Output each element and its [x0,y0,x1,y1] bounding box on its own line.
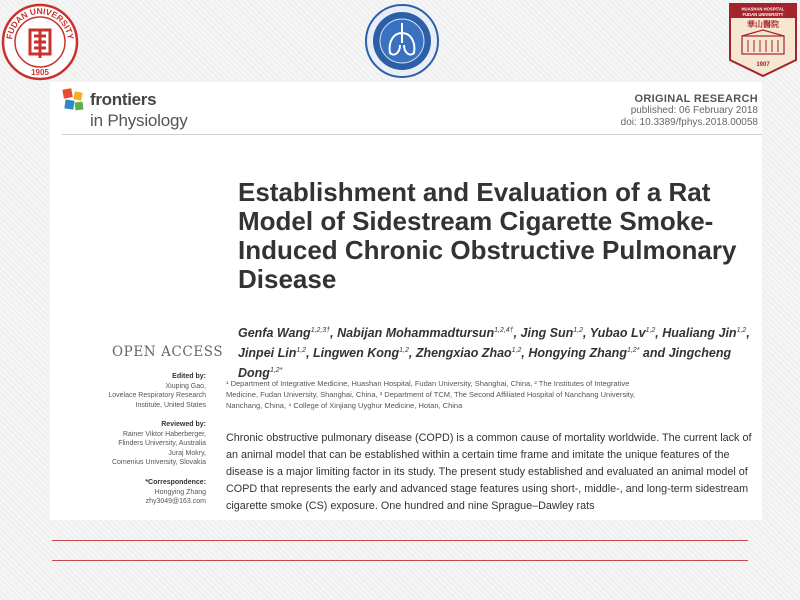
article-meta [538,93,758,129]
author-list: Genfa Wang$^{1,2,3\dagger}$, Nabijan Mohammadtursun$^{1,2,4\dagger}$, Jing Sun$^{1,2}$, Yubao Lv$^{1,2}$, Hualiang Jin$^{1,2}$, Jinpei Lin$^{1,2}$, Lingwen Kong$^{1,2}$, Zhengxiao Zhao$^{1,2}$, Hongying Zhang$^{1,2*}$ and Jingcheng Dong$^{1,2*}$ [238,326,750,381]
open-access-label: OPEN ACCESS [112,344,224,360]
correspondence-block [90,478,206,507]
abstract-text: Chronic obstructive pulmonary disease (COPD) is a common cause of mortality worldwide. The current lack of an animal model that can be established within a certain time frame and imitate the unique features of the disease is a major limiting factor in its study. The present study established and evaluated an animal model of COPD that represents the early and advanced stage features using short-, middle-, and long-term sidestream cigarette smoke (CS) exposure. One hundred and nine Sprague–Dawley rats [226,432,752,512]
huashan-logo-chinese: 華山醫院 [747,20,779,29]
paper-title: Establishment and Evaluation of a Rat Model of Sidestream Cigarette Smoke-Induced Chronic Obstructive Pulmonary Disease [238,177,737,294]
edited-by-line: Institute, United States [135,401,206,409]
fudan-logo-year: 1905 [31,68,49,77]
author-affiliation-marker: 1,2 [736,327,747,334]
reviewed-by-line: Juraj Mokry, [168,449,206,457]
svg-text:FUDAN UNIVERSITY: FUDAN UNIVERSITY [742,12,784,17]
footer-rule-bottom [52,560,748,561]
edited-by-heading: Edited by: [172,373,206,380]
reviewed-by-line: Rainer Viktor Haberberger, [122,430,206,438]
journal-logo [62,86,212,132]
author-name: Jingcheng Dong [238,346,732,381]
author-name: Genfa Wang [238,326,311,341]
fudan-logo-text: FUDAN UNIVERSITY [4,5,76,41]
edited-by-line: Lovelace Respiratory Research [108,392,206,399]
correspondence-heading: *Correspondence: [145,479,206,486]
doi: doi: 10.3389/fphys.2018.00058 [620,117,758,128]
reviewed-by-line: Flinders University, Australia [118,440,206,447]
frontiers-mark-icon [62,88,86,112]
fudan-university-logo [0,2,80,82]
edited-by-block [90,372,206,410]
author-affiliation-marker: 1,2,4† [494,327,514,334]
reviewed-by-heading: Reviewed by: [161,421,206,428]
author-affiliation-marker: 1,2 [399,347,409,355]
published-date: published: 06 February 2018 [630,105,758,116]
huashan-logo-year: 1907 [756,62,770,68]
header-divider [62,134,762,135]
article-type: ORIGINAL RESEARCH [634,93,758,105]
author-name: Hualiang Jin [662,326,737,341]
footer-rule-top [52,540,748,541]
journal-name-line1: frontiers [90,90,157,109]
author-affiliation-marker: 1,2* [269,367,283,375]
author-affiliation-marker: 1,2 [296,347,307,355]
author-affiliation-marker: 1,2* [626,347,640,355]
reviewed-by-line: Comenius University, Slovakia [111,459,206,466]
author-name: Lingwen Kong [313,346,400,361]
paper-page [50,82,762,520]
svg-text:HUASHAN HOSPITAL: HUASHAN HOSPITAL [741,6,785,12]
edited-by-line: Xiuping Gao, [165,382,206,390]
journal-name-line2: in Physiology [90,111,188,130]
author-name: Nabijan Mohammadtursun [337,326,495,341]
correspondence-email[interactable]: zhy3049@163.com [145,498,206,505]
reviewed-by-block [90,420,206,468]
author-name: Zhengxiao Zhao [415,346,512,361]
affiliations: ¹ Department of Integrative Medicine, Huashan Hospital, Fudan University, Shanghai, China, ² The Institutes of Integrative Medicine, Fudan University, Shanghai, China, ³ Department of TCM, The Second Affiliated Hospital of Nanchang University, Nanchang, China, ⁴ College of Xinjiang Uyghur Medicine, Hotan, China [226,379,636,410]
author-affiliation-marker: 1,2 [511,347,522,355]
huashan-hospital-logo [728,2,798,78]
author-affiliation-marker: 1,2 [645,327,656,334]
author-name: Jinpei Lin [238,346,297,361]
author-name: Jing Sun [520,326,574,341]
author-affiliation-marker: 1,2,3† [310,327,331,334]
author-name: Yubao Lv [589,326,646,341]
correspondence-name: Hongying Zhang [154,488,206,496]
institute-emblem-logo [364,3,440,79]
author-affiliation-marker: 1,2 [573,327,584,334]
author-name: Hongying Zhang [528,346,627,361]
